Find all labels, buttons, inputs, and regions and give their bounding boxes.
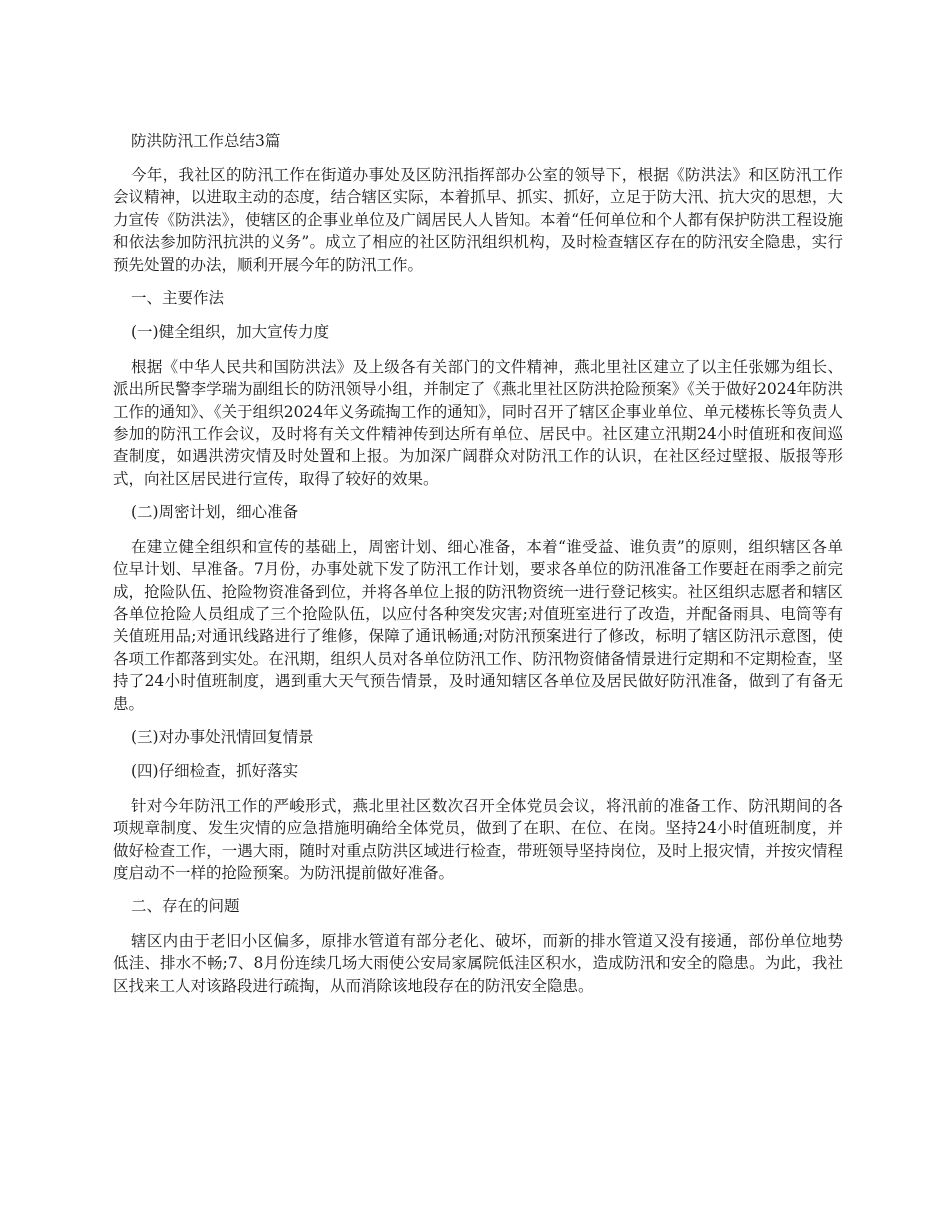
section-heading-main-practices: 一、主要作法 — [131, 289, 225, 308]
planning-paragraph: 在建立健全组织和宣传的基础上，周密计划、细心准备，本着“谁受益、谁负责”的原则，组织辖区各单位早计划、早准备。7月份，办事处就下发了防汛工作计划，要求各单位的防汛准备工作要赶在雨季之前完成，抢险队伍、抢险物资准备到位，并将各单位上报的防汛物资统一进行登记核实。社区组织志愿者和辖区各单位抢险人员组成了三个抢险队伍，以应付各种突发灾害;对值班室进行了改造，并配备雨具、电筒等有关值班用品;对通讯线路进行了维修，保障了通讯畅通;对防汛预案进行了修改，标明了辖区防汛示意图，使各项工作都落到实处。在汛期，组织人员对各单位防汛工作、防汛物资储备情景进行定期和不定期检查，坚持了24小时值班制度，遇到重大天气预告情景，及时通知辖区各单位及居民做好防汛准备，做到了有备无患。 — [113, 537, 843, 713]
subsection-heading-reply: (三)对办事处汛情回复情景 — [131, 727, 314, 746]
document-page — [113, 130, 843, 1008]
organization-paragraph: 根据《中华人民共和国防洪法》及上级各有关部门的文件精神，燕北里社区建立了以主任张娜为组长、派出所民警李学瑞为副组长的防汛领导小组，并制定了《燕北里社区防洪抢险预案》《关于做好2024年防洪工作的通知》、《关于组织2024年义务疏掏工作的通知》，同时召开了辖区企事业单位、单元楼栋长等负责人参加的防汛工作会议，及时将有关文件精神传到达所有单位、居民中。社区建立汛期24小时值班和夜间巡查制度，如遇洪涝灾情及时处置和上报。为加深广阔群众对防汛工作的认识，在社区经过壁报、版报等形式，向社区居民进行宣传，取得了较好的效果。 — [113, 357, 843, 488]
section-heading-problems: 二、存在的问题 — [131, 897, 240, 916]
intro-paragraph: 今年，我社区的防汛工作在街道办事处及区防汛指挥部办公室的领导下，根据《防洪法》和区防汛工作会议精神，以进取主动的态度，结合辖区实际，本着抓早、抓实、抓好，立足于防大汛、抗大灾的思想，大力宣传《防洪法》，使辖区的企事业单位及广阔居民人人皆知。本着“任何单位和个人都有保护防洪工程设施和依法参加防汛抗洪的义务”。成立了相应的社区防汛组织机构，及时检查辖区存在的防汛安全隐患，实行预先处置的办法，顺利开展今年的防汛工作。 — [113, 166, 843, 274]
inspection-paragraph: 针对今年防汛工作的严峻形式，燕北里社区数次召开全体党员会议，将汛前的准备工作、防汛期间的各项规章制度、发生灾情的应急措施明确给全体党员，做到了在职、在位、在岗。坚持24小时值班制度，并做好检查工作，一遇大雨，随时对重点防洪区域进行检查，带班领导坚持岗位，及时上报灾情，并按灾情程度启动不一样的抢险预案。为防汛提前做好准备。 — [113, 796, 843, 882]
subsection-heading-planning: (二)周密计划，细心准备 — [131, 503, 299, 522]
document-title: 防洪防汛工作总结3篇 — [131, 132, 281, 150]
subsection-heading-organization: (一)健全组织，加大宣传力度 — [131, 323, 330, 342]
problems-paragraph: 辖区内由于老旧小区偏多，原排水管道有部分老化、破坏，而新的排水管道又没有接通，部份单位地势低洼、排水不畅;7、8月份连续几场大雨使公安局家属院低洼区积水，造成防汛和安全的隐患。为此，我社区找来工人对该路段进行疏掏，从而消除该地段存在的防汛安全隐患。 — [113, 931, 843, 995]
subsection-heading-inspection: (四)仔细检查，抓好落实 — [131, 762, 299, 781]
